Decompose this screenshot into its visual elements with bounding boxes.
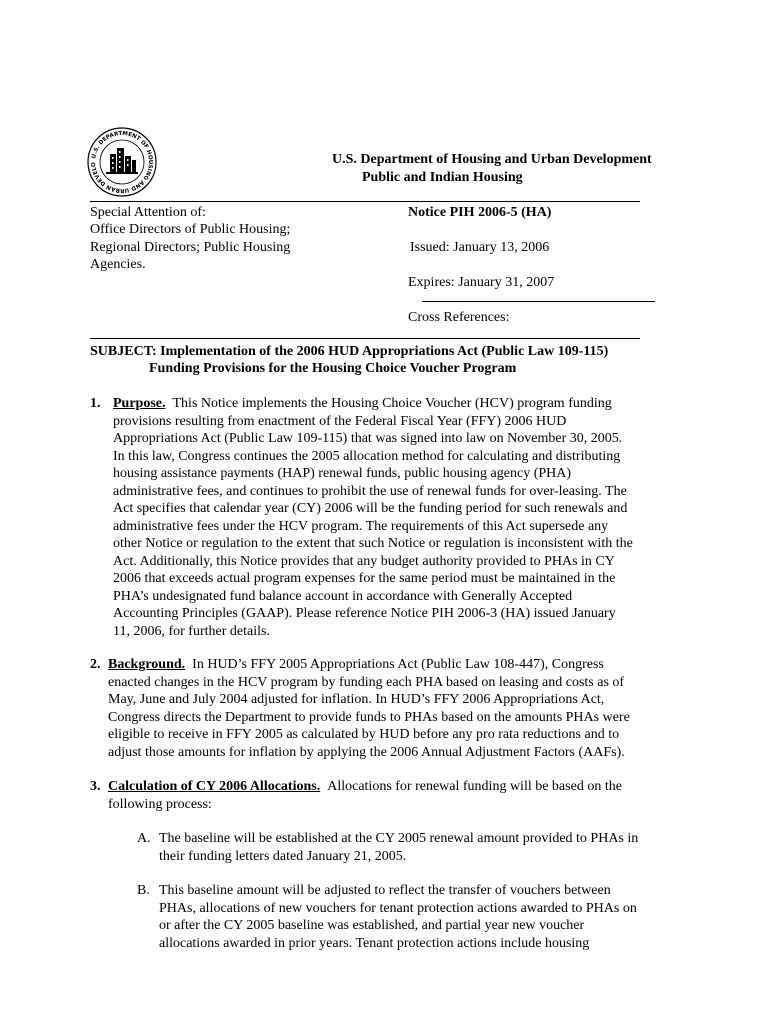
subitem-a: The baseline will be established at the CY 2005 renewal amount provided to PHAs in their funding letters dated January 21, 2005. — [159, 831, 639, 864]
expires-date: Expires: January 31, 2007 — [408, 275, 555, 290]
subject-rule — [90, 338, 640, 339]
svg-text:U.S. DEPARTMENT OF HOUSING AND: U.S. DEPARTMENT OF HOUSING AND URBAN DEVELO — [90, 130, 154, 194]
section-number: 2. — [90, 657, 101, 672]
notice-rule — [422, 301, 655, 302]
subitem-b: This baseline amount will be adjusted to reflect the transfer of vouchers between PHAs, allocations of new vouchers for tenant protection actions awarded to PHAs on or after the CY 2005 baseline was established, and partial year new voucher allocations awarded in prior years. Tenant protection actions include housing — [159, 883, 637, 951]
section-purpose: Purpose. This Notice implements the Housing Choice Voucher (HCV) program funding provisions resulting from enactment of the Federal Fiscal Year (FFY) 2006 HUD Appropriations Act (Public Law 109-115) that was signed into law on November 30, 2005. In this law, Congress continues the 2005 allocation method for calculating and distributing housing assistance payments (HAP) renewal funds, public housing agency (PHA) administrative fees, and continues to prohibit the use of renewal funds for over-leasing. The Act specifies that calendar year (CY) 2006 will be the funding period for such renewals and administrative fees under the HCV program. The requirements of this Act supersede any other Notice or regulation to the extent that such Notice or regulation is inconsistent with the Act. Additionally, this Notice provides that any budget authority provided to PHAs in CY 2006 that exceeds actual program expenses for the same period must be maintained in the PHA’s undesignated fund balance account in accordance with Generally Accepted Accounting Principles (GAAP). Please reference Notice PIH 2006-3 (HA) issued January 11, 2006, for further details. — [113, 396, 633, 639]
office-title: Public and Indian Housing — [362, 170, 523, 185]
attention-line: Special Attention of: — [90, 205, 206, 220]
section-number: 1. — [90, 396, 101, 411]
attention-line: Agencies. — [90, 257, 146, 272]
notice-number: Notice PIH 2006-5 (HA) — [408, 205, 552, 220]
section-title: Background. — [108, 657, 186, 672]
subitem-label: A. — [137, 831, 151, 846]
attention-line: Office Directors of Public Housing; — [90, 222, 291, 237]
subject-line-2: Funding Provisions for the Housing Choice Voucher Program — [149, 361, 517, 376]
header-rule — [90, 201, 640, 202]
section-title: Calculation of CY 2006 Allocations. — [108, 779, 321, 794]
cross-references: Cross References: — [408, 310, 510, 325]
hud-seal-logo — [86, 126, 158, 198]
section-background: Background. In HUD’s FFY 2005 Appropriations Act (Public Law 108-447), Congress enacted changes in the HCV program by funding each PHA based on leasing and costs as of May, June and July 2004 adjusted for inflation. In HUD’s FFY 2006 Appropriations Act, Congress directs the Department to provide funds to PHAs based on the amounts PHAs were eligible to receive in FFY 2005 as calculated by HUD before any pro rata reductions and to adjust those amounts for inflation by applying the 2006 Annual Adjustment Factors (AAFs). — [108, 657, 630, 760]
section-calculation: Calculation of CY 2006 Allocations. Allocations for renewal funding will be based on the following process: — [108, 779, 622, 812]
department-title: U.S. Department of Housing and Urban Development — [332, 152, 652, 167]
issued-date: Issued: January 13, 2006 — [410, 240, 550, 255]
subject-line: SUBJECT: Implementation of the 2006 HUD Appropriations Act (Public Law 109-115) — [90, 344, 609, 359]
section-number: 3. — [90, 779, 101, 794]
attention-line: Regional Directors; Public Housing — [90, 240, 291, 255]
subitem-label: B. — [137, 883, 150, 898]
section-title: Purpose. — [113, 396, 166, 411]
